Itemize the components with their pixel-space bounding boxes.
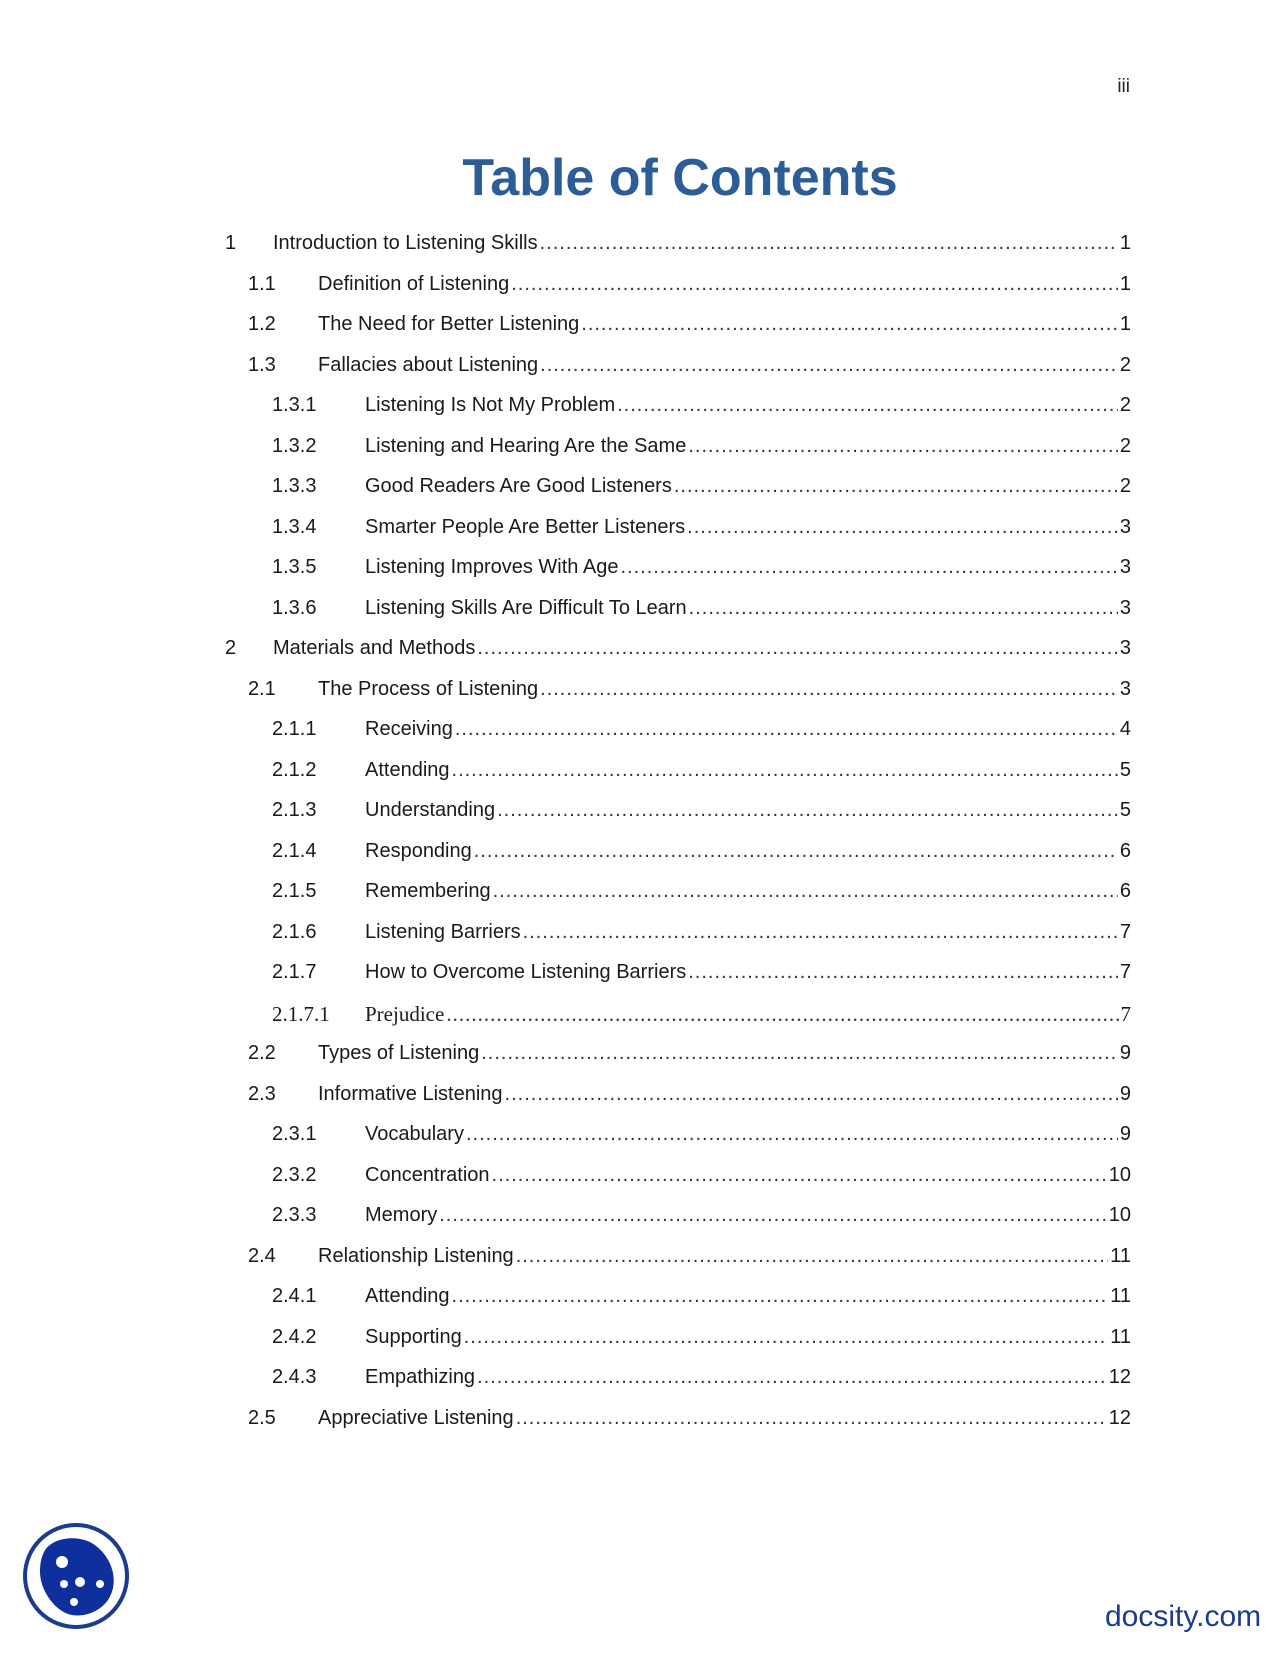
- toc-entry-page: 10: [1108, 1163, 1131, 1186]
- toc-entry-number: 2.3.3: [272, 1204, 317, 1226]
- toc-entry-number: 2.1: [248, 677, 276, 700]
- toc-entry-page: 6: [1119, 880, 1131, 902]
- toc-entry[interactable]: [225, 637, 1131, 673]
- toc-dot-leader: [466, 1123, 1118, 1146]
- toc-entry-title: Vocabulary: [365, 1123, 464, 1145]
- toc-entry-page: 3: [1119, 556, 1131, 578]
- toc-entry-title: Smarter People Are Better Listeners: [365, 515, 686, 538]
- toc-entry-title: How to Overcome Listening Barriers: [365, 961, 687, 983]
- toc-entry-number: 1.3.3: [272, 475, 317, 497]
- toc-entry[interactable]: [272, 1164, 1131, 1200]
- toc-entry-page: 4: [1119, 718, 1131, 740]
- toc-dot-leader: [446, 1002, 1118, 1027]
- toc-entry-page: 3: [1119, 677, 1131, 700]
- toc-entry-title: Good Readers Are Good Listeners: [365, 475, 672, 497]
- toc-entry-number: 2.1.6: [272, 920, 317, 943]
- toc-dot-leader: [687, 516, 1118, 539]
- toc-dot-leader: [493, 880, 1118, 903]
- toc-entry-page: 10: [1108, 1204, 1131, 1226]
- toc-entry-number: 2.1.1: [272, 718, 317, 740]
- toc-entry-page: 7: [1120, 1001, 1131, 1026]
- toc-entry[interactable]: [248, 1407, 1131, 1443]
- toc-entry-page: 3: [1119, 515, 1131, 538]
- toc-dot-leader: [439, 1204, 1107, 1227]
- toc-entry-title: Listening Skills Are Difficult To Learn: [365, 596, 687, 619]
- toc-entry-number: 2.1.5: [272, 880, 317, 902]
- toc-entry-title: Materials and Methods: [273, 637, 476, 659]
- toc-entry-number: 2.2: [248, 1042, 276, 1064]
- toc-entry-title: Types of Listening: [318, 1042, 480, 1064]
- toc-entry-page: 11: [1110, 1244, 1131, 1267]
- toc-entry-page: 1: [1119, 272, 1131, 295]
- toc-entry-number: 1: [225, 232, 237, 254]
- toc-entry-page: 1: [1119, 313, 1131, 335]
- toc-entry[interactable]: [272, 597, 1131, 633]
- toc-entry-number: 1.3.2: [272, 434, 317, 457]
- toc-entry[interactable]: [248, 354, 1131, 390]
- toc-entry[interactable]: [248, 273, 1131, 309]
- brand-link[interactable]: docsity.com: [1105, 1600, 1262, 1633]
- toc-entry-number: 2.3.1: [272, 1123, 317, 1145]
- toc-dot-leader: [477, 1366, 1107, 1389]
- page-title: Table of Contents: [462, 149, 898, 207]
- toc-entry[interactable]: [248, 678, 1131, 714]
- toc-entry-title: Appreciative Listening: [318, 1406, 514, 1429]
- toc-entry[interactable]: [272, 961, 1131, 997]
- toc-dot-leader: [464, 1326, 1108, 1349]
- toc-entry-page: 6: [1119, 839, 1131, 862]
- toc-entry-number: 2.1.2: [272, 758, 317, 781]
- toc-entry-number: 2.1.4: [272, 839, 317, 862]
- toc-entry-title: Empathizing: [365, 1366, 476, 1388]
- toc-dot-leader: [516, 1407, 1107, 1430]
- toc-entry-title: Receiving: [365, 718, 453, 740]
- toc-entry-title: Supporting: [365, 1325, 462, 1348]
- toc-entry-title: Remembering: [365, 880, 491, 902]
- toc-entry-title: Informative Listening: [318, 1082, 503, 1105]
- toc-dot-leader: [523, 921, 1118, 944]
- toc-entry-page: 2: [1119, 434, 1131, 457]
- toc-entry[interactable]: [248, 1083, 1131, 1119]
- toc-entry-number: 1.3.6: [272, 596, 317, 619]
- toc-entry-page: 3: [1119, 637, 1131, 659]
- toc-entry-title: The Process of Listening: [318, 677, 539, 700]
- toc-dot-leader: [474, 840, 1118, 863]
- toc-dot-leader: [617, 394, 1118, 417]
- toc-entry-title: Memory: [365, 1204, 438, 1226]
- toc-entry-title: Listening Improves With Age: [365, 556, 619, 578]
- toc-entry-page: 9: [1119, 1082, 1131, 1105]
- toc-entry-number: 1.2: [248, 313, 276, 335]
- toc-entry-page: 2: [1119, 475, 1131, 497]
- toc-entry-page: 7: [1119, 961, 1131, 983]
- toc-entry-page: 12: [1108, 1406, 1131, 1429]
- toc-entry-number: 2.3.2: [272, 1163, 317, 1186]
- toc-entry-title: Attending: [365, 758, 450, 781]
- toc-entry-page: 1: [1119, 232, 1131, 254]
- toc-entry[interactable]: [272, 1366, 1131, 1402]
- toc-entry[interactable]: [272, 435, 1131, 471]
- toc-entry[interactable]: [272, 394, 1131, 430]
- toc-entry-page: 7: [1119, 920, 1131, 943]
- toc-entry[interactable]: [272, 516, 1131, 552]
- toc-dot-leader: [540, 678, 1118, 701]
- toc-entry-title: Prejudice: [365, 1001, 445, 1026]
- toc-entry-title: Attending: [365, 1285, 450, 1307]
- toc-dot-leader: [581, 313, 1118, 336]
- toc-entry[interactable]: [248, 1245, 1131, 1281]
- toc-entry[interactable]: [272, 718, 1131, 754]
- toc-entry-title: The Need for Better Listening: [318, 313, 580, 335]
- toc-dot-leader: [516, 1245, 1109, 1268]
- toc-entry-title: Listening Barriers: [365, 920, 521, 943]
- toc-dot-leader: [688, 435, 1118, 458]
- toc-entry-title: Fallacies about Listening: [318, 353, 539, 376]
- toc-entry-number: 1.3.1: [272, 394, 317, 416]
- toc-entry-title: Listening and Hearing Are the Same: [365, 434, 687, 457]
- toc-entry[interactable]: [248, 313, 1131, 349]
- toc-entry-page: 12: [1108, 1366, 1131, 1388]
- toc-entry-page: 11: [1110, 1325, 1131, 1348]
- toc-entry[interactable]: [225, 232, 1131, 268]
- toc-entry[interactable]: [272, 475, 1131, 511]
- toc-entry-number: 1.1: [248, 272, 276, 295]
- toc-entry-number: 2.1.7: [272, 961, 317, 983]
- toc-entry[interactable]: [272, 1002, 1131, 1038]
- toc-entry[interactable]: [272, 840, 1131, 876]
- toc-dot-leader: [689, 597, 1118, 620]
- toc-entry-title: Definition of Listening: [318, 272, 510, 295]
- toc-dot-leader: [452, 1285, 1109, 1308]
- toc-dot-leader: [620, 556, 1117, 579]
- toc-entry-title: Listening Is Not My Problem: [365, 394, 616, 416]
- toc-entry-number: 2.3: [248, 1082, 276, 1105]
- toc-entry-title: Concentration: [365, 1163, 490, 1186]
- toc-entry-number: 1.3.4: [272, 515, 317, 538]
- toc-entry[interactable]: [272, 1204, 1131, 1240]
- toc-dot-leader: [455, 718, 1118, 741]
- toc-entry-number: 2.4.3: [272, 1366, 317, 1388]
- toc-entry-number: 2.4.1: [272, 1285, 317, 1307]
- toc-dot-leader: [492, 1164, 1107, 1187]
- toc-entry-number: 1.3: [248, 353, 276, 376]
- toc-entry-page: 5: [1119, 799, 1131, 821]
- toc-entry-number: 2.5: [248, 1406, 276, 1429]
- toc-entry[interactable]: [272, 1285, 1131, 1321]
- toc-entry[interactable]: [248, 1042, 1131, 1078]
- toc-entry[interactable]: [272, 1123, 1131, 1159]
- toc-entry[interactable]: [272, 799, 1131, 835]
- toc-entry-title: Understanding: [365, 799, 496, 821]
- toc-dot-leader: [452, 759, 1118, 782]
- toc-entry[interactable]: [272, 880, 1131, 916]
- toc-dot-leader: [477, 637, 1118, 660]
- toc-dot-leader: [497, 799, 1118, 822]
- docsity-ladybug-logo-icon[interactable]: [22, 1522, 130, 1630]
- toc-entry-title: Introduction to Listening Skills: [273, 232, 538, 254]
- toc-entry[interactable]: [272, 556, 1131, 592]
- toc-dot-leader: [674, 475, 1118, 498]
- toc-entry[interactable]: [272, 759, 1131, 795]
- toc-entry-page: 11: [1110, 1285, 1131, 1307]
- toc-entry-number: 2.1.7.1: [272, 1001, 330, 1026]
- toc-entry-number: 2.4.2: [272, 1325, 317, 1348]
- toc-dot-leader: [540, 354, 1118, 377]
- toc-entry-page: 9: [1119, 1123, 1131, 1145]
- toc-dot-leader: [540, 232, 1118, 255]
- toc-entry-page: 3: [1119, 596, 1131, 619]
- page-number: iii: [1117, 76, 1130, 97]
- toc-entry-page: 2: [1119, 394, 1131, 416]
- toc-entry-number: 2: [225, 637, 237, 659]
- toc-entry-page: 9: [1119, 1042, 1131, 1064]
- toc-entry-number: 2.1.3: [272, 799, 317, 821]
- toc-entry-page: 5: [1119, 758, 1131, 781]
- toc-entry[interactable]: [272, 1326, 1131, 1362]
- toc-entry-number: 2.4: [248, 1244, 276, 1267]
- toc-entry[interactable]: [272, 921, 1131, 957]
- toc-entry-number: 1.3.5: [272, 556, 317, 578]
- toc-entry-title: Relationship Listening: [318, 1244, 514, 1267]
- toc-dot-leader: [688, 961, 1118, 984]
- toc-entry-title: Responding: [365, 839, 472, 862]
- toc-dot-leader: [505, 1083, 1118, 1106]
- toc-dot-leader: [481, 1042, 1118, 1065]
- toc-dot-leader: [511, 273, 1118, 296]
- toc-entry-page: 2: [1119, 353, 1131, 376]
